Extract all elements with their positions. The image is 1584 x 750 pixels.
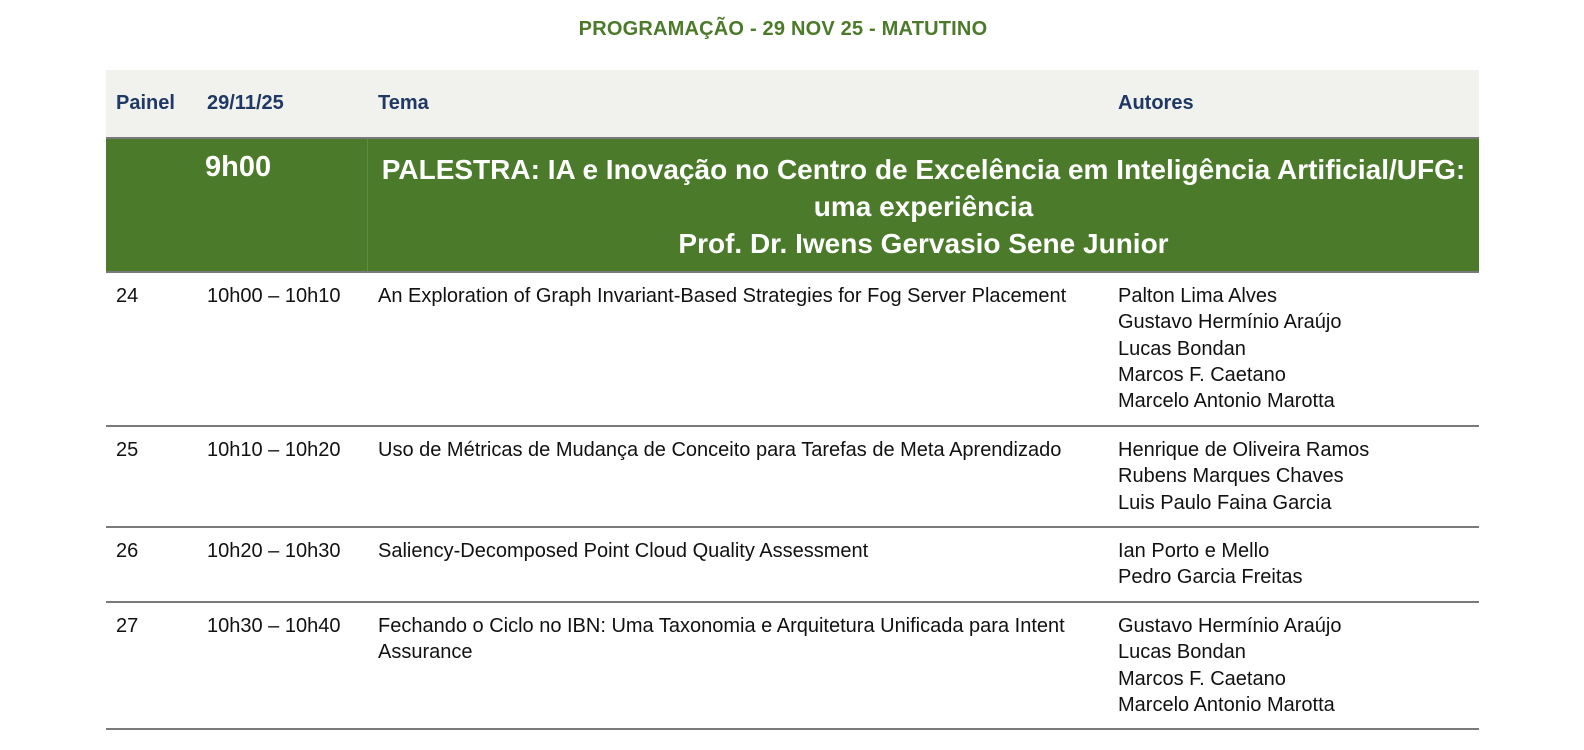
author-name: Ian Porto e Mello <box>1118 540 1270 562</box>
page-title: PROGRAMAÇÃO - 29 NOV 25 - MATUTINO <box>578 18 988 40</box>
table-row <box>106 603 1479 730</box>
painel-number: 25 <box>116 439 139 461</box>
table-header <box>106 70 1479 139</box>
keynote-title-line2: uma experiência <box>813 191 1034 222</box>
author-name: Gustavo Hermínio Araújo <box>1118 311 1342 334</box>
session-time: 10h30 – 10h40 <box>207 615 341 637</box>
keynote-speaker: Prof. Dr. Iwens Gervasio Sene Junior <box>678 228 1169 259</box>
keynote-time: 9h00 <box>106 139 368 271</box>
author-name: Marcos F. Caetano <box>1118 363 1286 386</box>
keynote-title-line1: PALESTRA: IA e Inovação no Centro de Excelência em Inteligência Artificial/UFG: <box>381 154 1466 185</box>
session-authors <box>1108 528 1479 591</box>
keynote-text <box>368 139 1479 262</box>
header-date: 29/11/25 <box>207 92 284 114</box>
session-authors <box>1108 273 1479 414</box>
author-name: Marcelo Antonio Marotta <box>1118 390 1335 413</box>
session-tema: Saliency-Decomposed Point Cloud Quality Assessment <box>378 540 869 562</box>
session-tema: Uso de Métricas de Mudança de Conceito para Tarefas de Meta Aprendizado <box>378 439 1062 461</box>
author-name: Pedro Garcia Freitas <box>1118 566 1303 589</box>
author-name: Lucas Bondan <box>1118 337 1246 360</box>
header-tema: Tema <box>378 92 429 114</box>
painel-number: 26 <box>116 540 139 562</box>
session-time: 10h20 – 10h30 <box>207 540 341 562</box>
keynote-row <box>106 139 1479 273</box>
session-time: 10h10 – 10h20 <box>207 439 341 461</box>
schedule-table <box>106 70 1479 730</box>
session-time: 10h00 – 10h10 <box>207 285 341 307</box>
table-row <box>106 427 1479 528</box>
painel-number: 27 <box>116 615 139 637</box>
session-tema: Fechando o Ciclo no IBN: Uma Taxonomia e Arquitetura Unificada para Intent Assurance <box>378 615 1065 664</box>
header-painel: Painel <box>116 92 175 114</box>
author-name: Marcos F. Caetano <box>1118 667 1286 690</box>
session-tema: An Exploration of Graph Invariant-Based Strategies for Fog Server Placement <box>378 285 1067 307</box>
session-authors <box>1108 603 1479 718</box>
table-row <box>106 273 1479 427</box>
author-name: Palton Lima Alves <box>1118 285 1277 307</box>
author-name: Lucas Bondan <box>1118 641 1246 664</box>
header-autores: Autores <box>1118 92 1194 114</box>
author-name: Marcelo Antonio Marotta <box>1118 693 1335 716</box>
author-name: Henrique de Oliveira Ramos <box>1118 439 1370 461</box>
session-authors <box>1108 427 1479 516</box>
author-name: Gustavo Hermínio Araújo <box>1118 615 1342 637</box>
table-row <box>106 528 1479 603</box>
painel-number: 24 <box>116 285 139 307</box>
author-name: Luis Paulo Faina Garcia <box>1118 491 1332 514</box>
author-name: Rubens Marques Chaves <box>1118 465 1344 488</box>
